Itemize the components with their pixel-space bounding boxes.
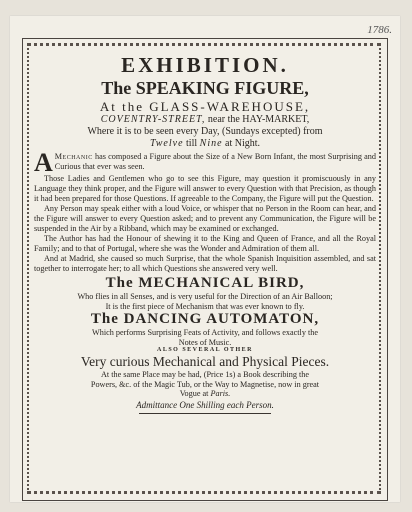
closing-line-3 (34, 389, 376, 399)
mechanic-word: Mechanic (54, 152, 93, 161)
street-rest: near the HAY-MARKET, (207, 114, 310, 125)
paragraph-whisper: Any Person may speak either with a loud Voice, or whisper that no Person in the Room can hear, and the Figure will answer to every Question asked; and to prevent any Communication, the Figure will be suspended in the Air by a Ribband, which may be examined or exchanged. (34, 204, 376, 233)
closing-line-1: At the same Place may be had, (Price 1s) a Book describing the (100, 370, 310, 379)
admittance-line: Admittance One Shilling each Person. (136, 399, 274, 410)
paragraph-royalty: The Author has had the Honour of shewing it to the King and Queen of France, and all the Royal Family; and to that of Portugal, where she was the Wonder and Admiration of them all. (34, 234, 376, 253)
drop-cap: A (34, 148, 53, 177)
hours-start: Twelve (149, 138, 184, 149)
hours-mid: till (186, 138, 198, 149)
closing-line-2: Powers, &c. of the Magic Tub, or the Way to Magnetise, now in great (90, 379, 320, 389)
hours-tail: at Night. (225, 138, 261, 149)
dancing-automaton-heading: The DANCING AUTOMATON, (90, 311, 320, 327)
hours-line (34, 138, 376, 150)
paragraph-mechanic-text: has composed a Figure about the Size of a New Born Infant, the most Surprising and Curious that ever was seen. (54, 152, 376, 171)
handbill-text (34, 53, 376, 414)
venue-line: At the GLASS-WAREHOUSE, (99, 99, 311, 114)
admittance-underline (139, 413, 271, 414)
hours-end: Nine (199, 138, 223, 149)
curious-pieces: Very curious Mechanical and Physical Pieces. (80, 354, 330, 369)
speaking-figure-heading: The SPEAKING FIGURE, (101, 78, 309, 98)
paragraph-questions: Those Ladies and Gentlemen who go to see this Figure, may question it promiscuously in any Language they think proper, and the Figure will answer to every Question with that Precision, as though it had been prepared for those Questions. If agreeable to the Company, the Figure will put the Question. (34, 174, 376, 203)
automaton-line-2: Notes of Music. (178, 337, 232, 347)
bird-line-2: It is the first piece of Mechanism that was ever known to fly. (105, 301, 305, 311)
bird-line-1: Who flies in all Senses, and is very useful for the Direction of an Air Balloon; (77, 292, 333, 301)
mechanical-bird-heading: The MECHANICAL BIRD, (105, 275, 305, 291)
handwritten-year: 1786. (367, 24, 392, 36)
street-line (34, 114, 376, 126)
paragraph-mechanic (34, 148, 376, 177)
closing-paris: Paris. (210, 389, 231, 398)
automaton-line-1: Which performs Surprising Feats of Activity, and follows exactly the (92, 328, 318, 337)
title: EXHIBITION. (121, 53, 289, 77)
closing-vogue: Vogue at (179, 389, 209, 398)
paragraph-madrid: And at Madrid, she caused so much Surprise, that the whole Spanish Inquisition assembled, and sat together to interrogate her; to all which Questions she answered very well. (34, 254, 376, 273)
also-several-other: ALSO SEVERAL OTHER (156, 347, 254, 353)
days-line: Where it is to be seen every Day, (Sundays excepted) from (87, 126, 323, 137)
street-name: COVENTRY-STREET, (100, 114, 206, 125)
